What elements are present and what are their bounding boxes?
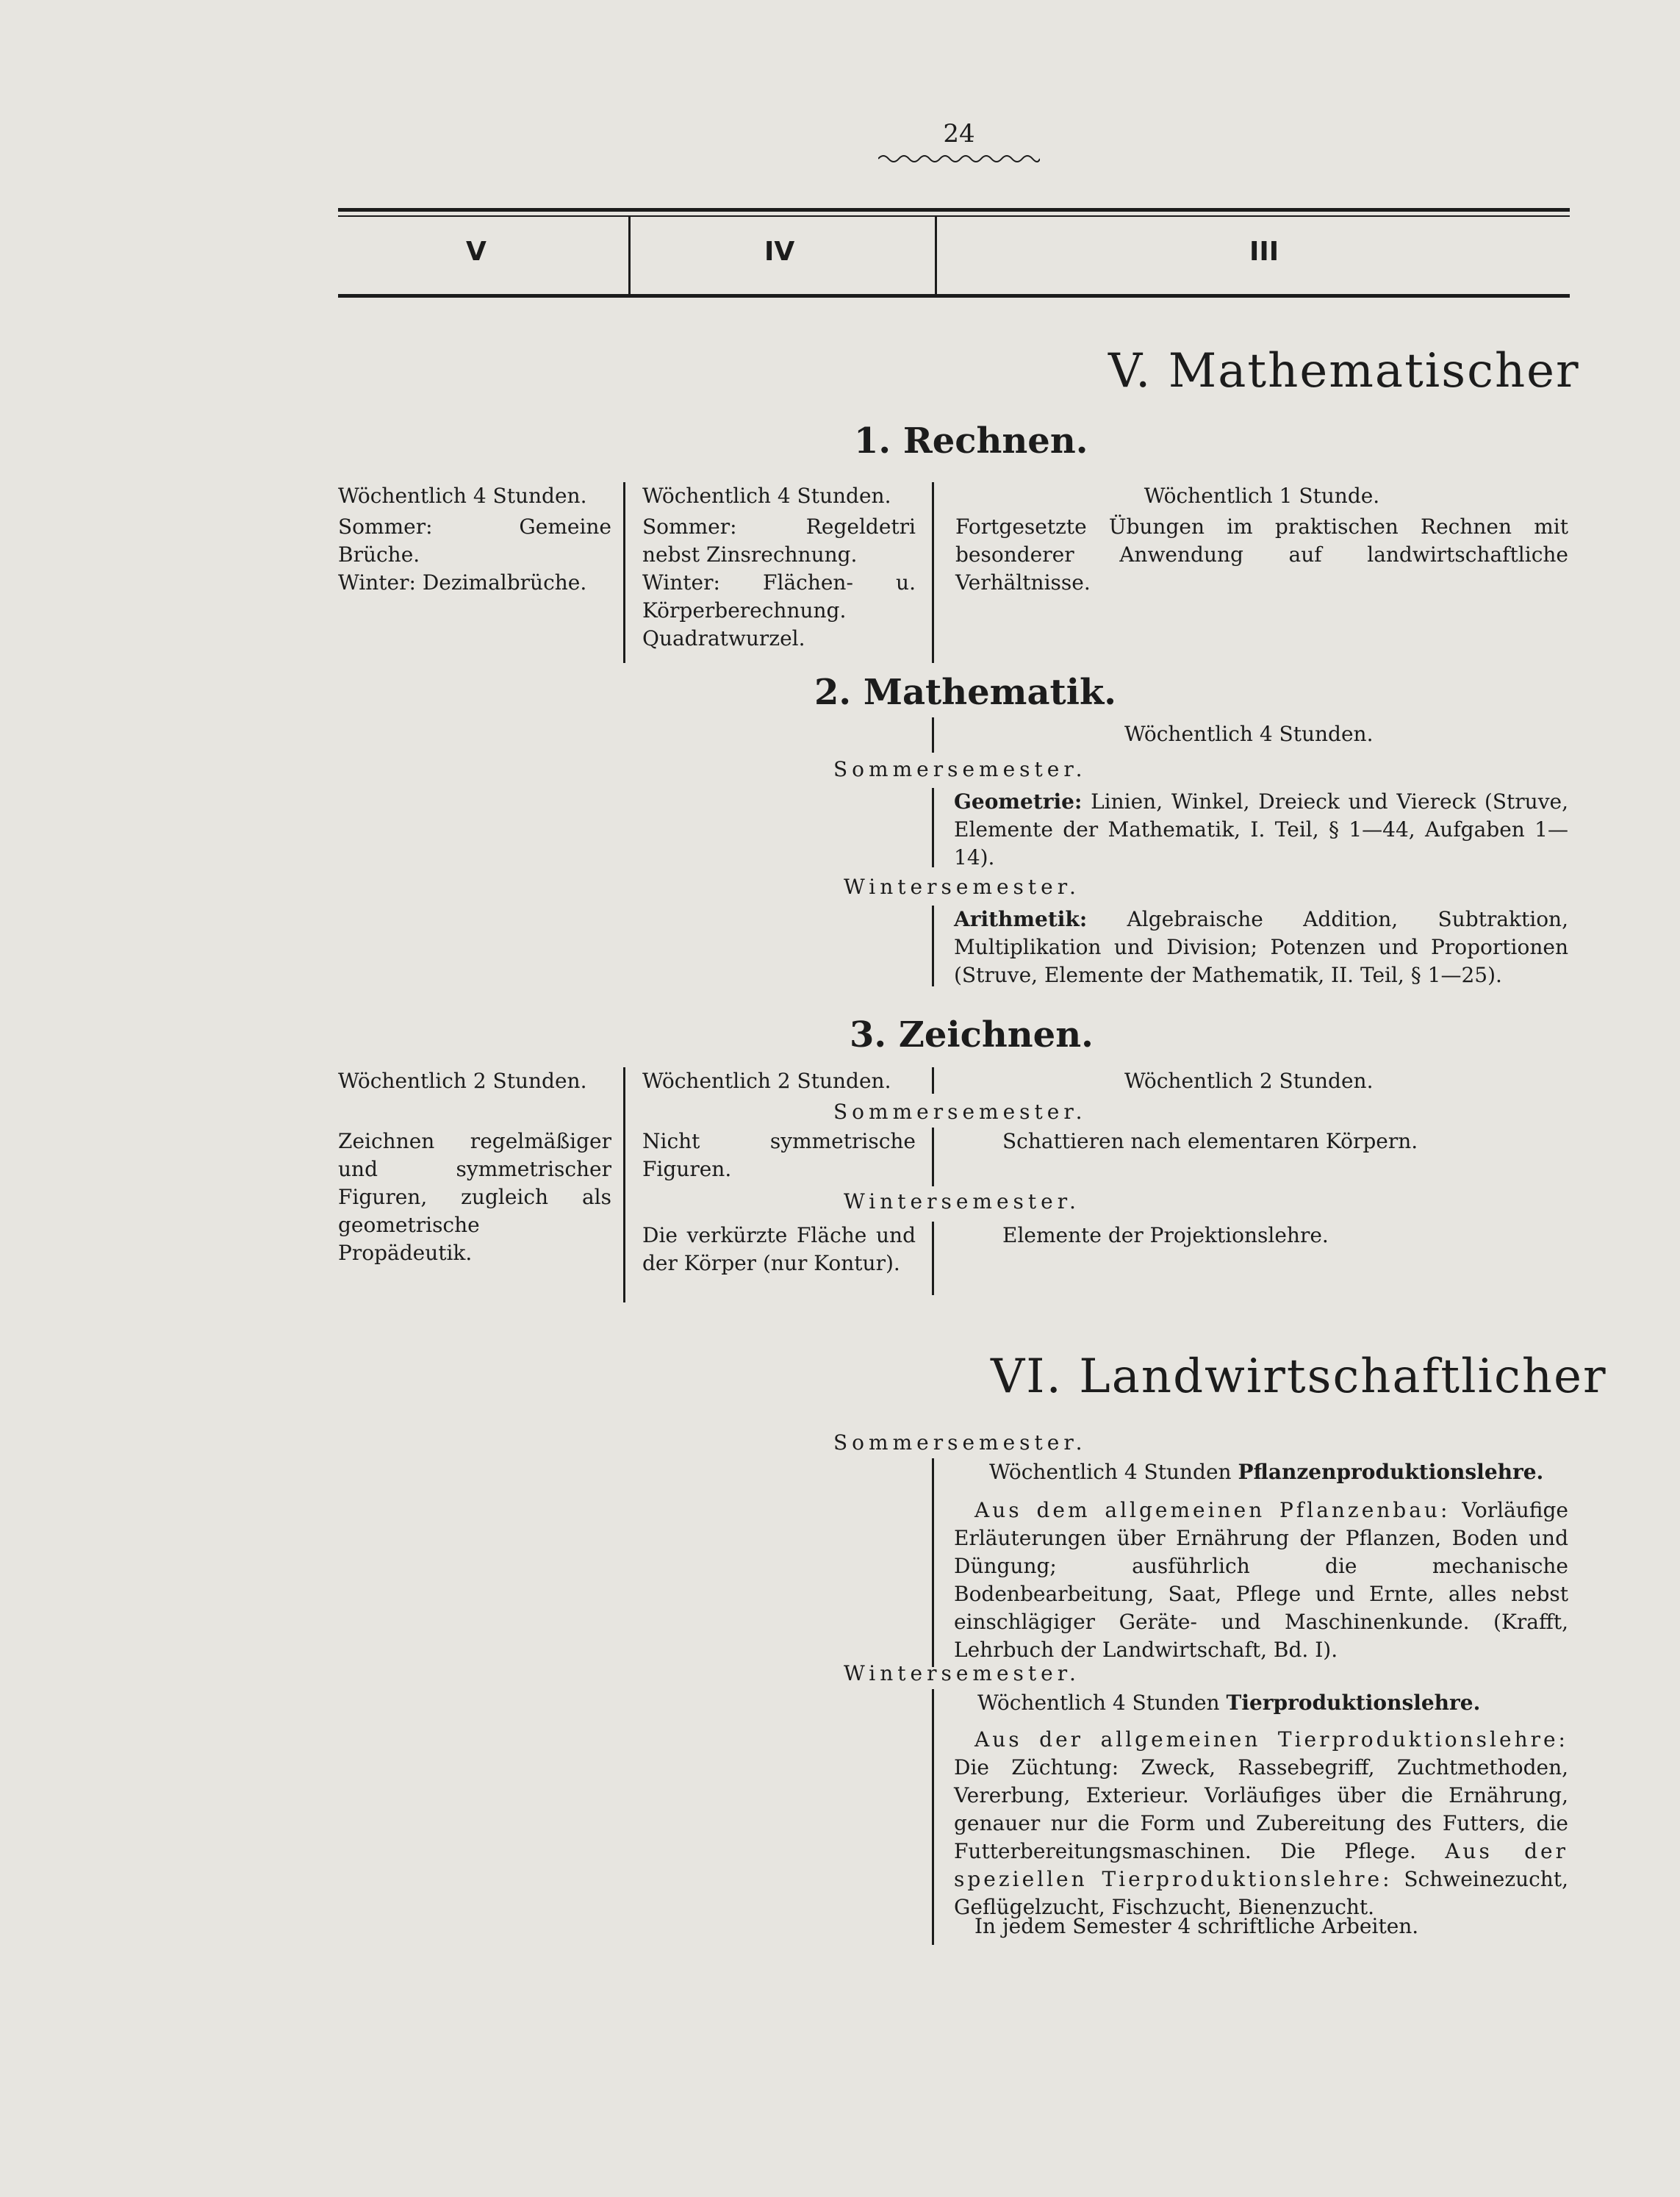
semester-label-winter: Wintersemester.	[844, 1189, 1080, 1214]
rechnen-iii-text: Fortgesetzte Übungen im praktischen Rechnen mit besonderer Anwendung auf landwirtschaftliche Verhältnisse.	[955, 515, 1568, 595]
column-divider	[932, 1128, 934, 1186]
column-header-iv: IV	[764, 237, 795, 267]
heading-mathematik: 2. Mathematik.	[814, 672, 1116, 713]
hours-text: Wöchentlich 2 Stunden.	[1124, 1069, 1374, 1093]
column-divider	[932, 1222, 934, 1295]
paragraph-lead: Aus der allgemeinen Tierproduktionslehre:	[974, 1727, 1568, 1752]
column-divider	[932, 788, 934, 867]
zeichnen-iii-sommer: Schattieren nach elementaren Körpern.	[1002, 1129, 1418, 1153]
column-header-v: V	[466, 237, 487, 267]
hours-text: Wöchentlich 4 Stunden	[977, 1691, 1220, 1715]
semester-label-sommer: Sommersemester.	[833, 1100, 1087, 1124]
subject-title: Tierproduktionslehre.	[1226, 1691, 1481, 1715]
column-divider	[932, 1458, 934, 1667]
heading-rechnen: 1. Rechnen.	[854, 420, 1088, 462]
arithmetik-paragraph	[954, 906, 1568, 989]
column-divider	[935, 217, 937, 294]
column-divider	[628, 217, 631, 294]
geometrie-label: Geometrie:	[954, 789, 1083, 814]
hours-text: Wöchentlich 1 Stunde.	[1144, 484, 1380, 508]
section-title-agriculture: VI. Landwirtschaftlicher	[991, 1350, 1607, 1404]
zeichnen-v-text: Zeichnen regelmäßiger und symmetrischer Figuren, zugleich als geometrische Propädeutik.	[338, 1129, 611, 1265]
winter-text: Winter: Dezimalbrüche.	[338, 570, 587, 595]
semester-label-sommer: Sommersemester.	[833, 757, 1087, 781]
paragraph-lead-2: Aus der speziellen Tierproduktionslehre:	[954, 1839, 1569, 1891]
page-number: 24	[943, 119, 975, 148]
column-divider	[932, 906, 934, 986]
header-rule-bottom	[338, 294, 1570, 298]
header-rule-top-thin	[338, 215, 1570, 217]
header-rule-top	[338, 208, 1570, 212]
paragraph-text-2: Schweinezucht, Geflügelzucht, Fischzucht, Bienenzucht.	[954, 1867, 1568, 1919]
column-header-iii: III	[1249, 237, 1279, 267]
sommer-text: Sommer: Regeldetri nebst Zinsrechnung.	[642, 515, 916, 567]
arithmetik-text: Algebraische Addition, Subtraktion, Multiplikation und Division; Potenzen und Proportionen (Struve, Elemente der Mathematik, II. Teil, § 1—25).	[954, 907, 1568, 987]
hours-line	[989, 1458, 1543, 1486]
paragraph-lead: Aus dem allgemeinen Pflanzenbau:	[974, 1498, 1451, 1522]
column-divider	[623, 1067, 625, 1302]
hours-line	[977, 1689, 1480, 1717]
hours-text: Wöchentlich 4 Stunden	[989, 1460, 1232, 1484]
column-divider	[932, 1689, 934, 1945]
hours-text: Wöchentlich 4 Stunden.	[1124, 722, 1374, 746]
column-divider	[623, 482, 625, 663]
rechnen-v-column	[338, 482, 611, 597]
tierproduktion-paragraph	[954, 1726, 1568, 1921]
zeichnen-iv-winter: Die verkürzte Fläche und der Körper (nur Kontur).	[642, 1223, 916, 1275]
column-divider	[932, 482, 934, 663]
heading-zeichnen: 3. Zeichnen.	[850, 1014, 1094, 1056]
hours-text: Wöchentlich 2 Stunden.	[642, 1069, 891, 1093]
zeichnen-iv-sommer: Nicht symmetrische Figuren.	[642, 1129, 916, 1181]
zeichnen-iii-winter: Elemente der Projektionslehre.	[1002, 1223, 1329, 1247]
geometrie-text: Linien, Winkel, Dreieck und Viereck (Struve, Elemente der Mathematik, I. Teil, § 1—44, Aufgaben 1—14).	[954, 789, 1568, 870]
semester-label-sommer: Sommersemester.	[833, 1430, 1087, 1455]
column-divider	[932, 717, 934, 753]
closing-note: In jedem Semester 4 schriftliche Arbeiten.	[974, 1914, 1419, 1938]
rechnen-iii-column	[955, 482, 1568, 597]
geometrie-paragraph	[954, 788, 1568, 872]
sommer-text: Sommer: Gemeine Brüche.	[338, 515, 611, 567]
rechnen-iv-column	[642, 482, 916, 653]
hours-text: Wöchentlich 4 Stunden.	[338, 484, 587, 508]
pflanzenbau-paragraph	[954, 1497, 1568, 1664]
paragraph-text: Vorläufige Erläuterungen über Ernährung der Pflanzen, Boden und Düngung; ausführlich die mechanische Bodenbearbeitung, Saat, Pflege und Ernte, alles nebst einschlägiger Geräte- und Maschinenkunde. (Krafft, Lehrbuch der Landwirtschaft, Bd. I).	[954, 1498, 1568, 1662]
subject-title: Pflanzenproduktionslehre.	[1238, 1460, 1544, 1484]
semester-label-winter: Wintersemester.	[844, 875, 1080, 899]
arithmetik-label: Arithmetik:	[954, 907, 1088, 931]
section-title-mathematics: V. Mathematischer	[1108, 344, 1580, 398]
column-divider	[932, 1067, 934, 1094]
ornament-divider	[878, 153, 1040, 165]
semester-label-winter: Wintersemester.	[844, 1661, 1080, 1685]
paragraph-text: Die Züchtung: Zweck, Rassebegriff, Zuchtmethoden, Vererbung, Exterieur. Vorläufiges über die Ernährung, genauer nur die Form und Zubereitung des Futters, die Futterbereitungsmaschinen. Die Pflege.	[954, 1755, 1568, 1863]
winter-text: Winter: Flächen- u. Körperberechnung. Quadratwurzel.	[642, 570, 916, 651]
hours-text: Wöchentlich 2 Stunden.	[338, 1069, 587, 1093]
hours-text: Wöchentlich 4 Stunden.	[642, 484, 891, 508]
